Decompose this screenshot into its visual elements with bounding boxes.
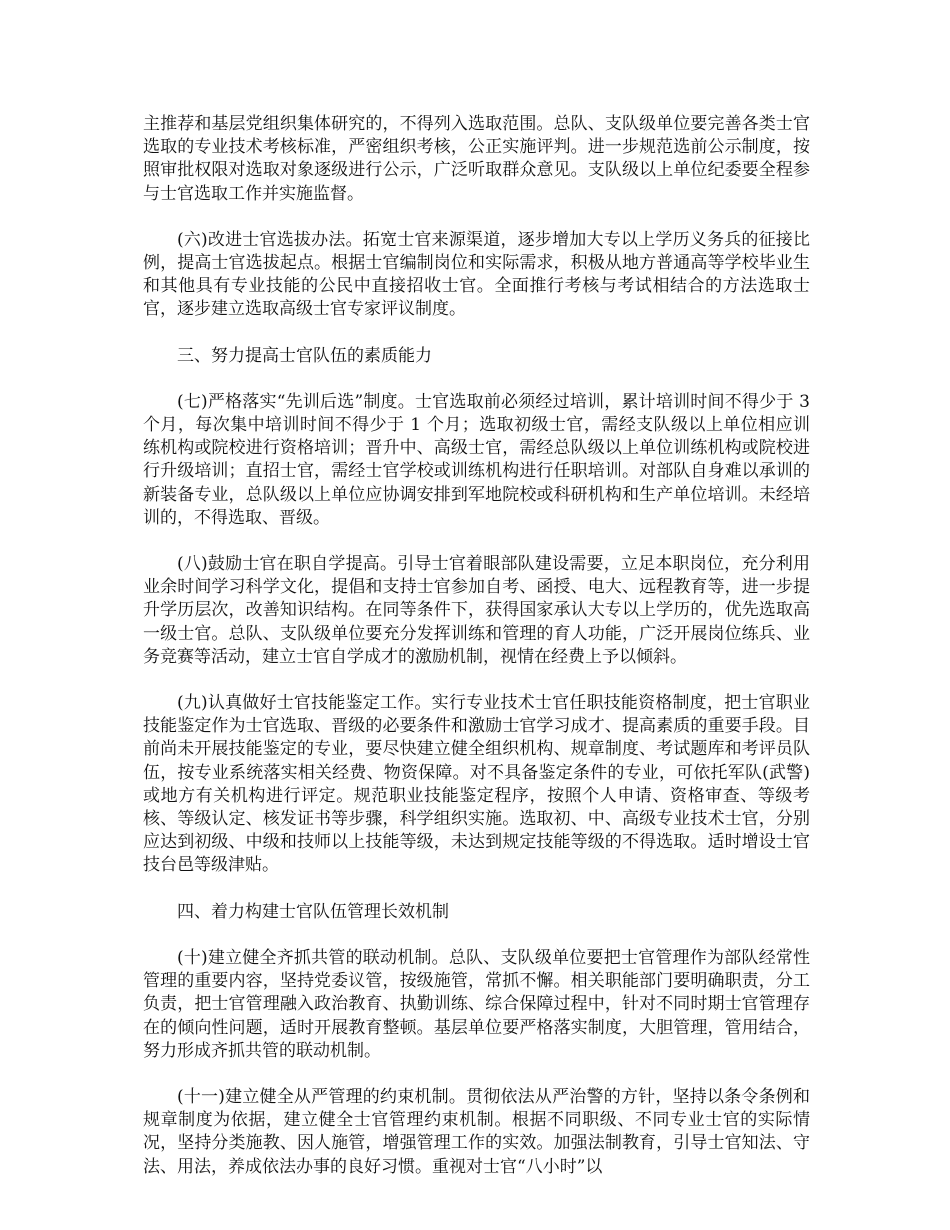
section-heading-3: 三、努力提高士官队伍的素质能力	[177, 345, 432, 366]
paragraph-item-7: (七)严格落实“先训后选”制度。士官选取前必须经过培训，累计培训时间不得少于 3 个月，每次集中培训时间不得少于 1 个月；选取初级士官，需经支队级以上单位相应训练机构或院校进行资格培训；晋升中、高级士官，需经总队级以上单位训练机构或院校进行升级培训；直招士官，需经士官学校或训练机构进行任职培训。对部队自身难以承训的新装备专业，总队级以上单位应协调安排到军地院校或科研机构和生产单位培训。未经培训的，不得选取、晋级。	[143, 391, 810, 528]
section-heading-4: 四、着力构建士官队伍管理长效机制	[177, 901, 449, 922]
document-page	[143, 113, 810, 1202]
paragraph-item-10: (十)建立健全齐抓共管的联动机制。总队、支队级单位要把士官管理作为部队经常性管理的重要内容，坚持党委议管，按级施管，常抓不懈。相关职能部门要明确职责，分工负责，把士官管理融入政治教育、执勤训练、综合保障过程中，针对不同时期士官管理存在的倾向性问题，适时开展教育整顿。基层单位要严格落实制度，大胆管理，管用结合，努力形成齐抓共管的联动机制。	[143, 947, 810, 1061]
paragraph-intro: 主推荐和基层党组织集体研究的，不得列入选取范围。总队、支队级单位要完善各类士官选取的专业技术考核标准，严密组织考核，公正实施评判。进一步规范选前公示制度，按照审批权限对选取对象逐级进行公示，广泛听取群众意见。支队级以上单位纪委要全程参与士官选取工作并实施监督。	[143, 114, 810, 204]
paragraph-item-6: (六)改进士官选拔办法。拓宽士官来源渠道，逐步增加大专以上学历义务兵的征接比例，提高士官选拔起点。根据士官编制岗位和实际需求，积极从地方普通高等学校毕业生和其他具有专业技能的公民中直接招收士官。全面推行考核与考试相结合的方法选取士官，逐步建立选取高级士官专家评议制度。	[143, 229, 810, 320]
paragraph-item-9: (九)认真做好士官技能鉴定工作。实行专业技术士官任职技能资格制度，把士官职业技能鉴定作为士官选取、晋级的必要条件和激励士官学习成才、提高素质的重要手段。目前尚未开展技能鉴定的专业，要尽快建立健全组织机构、规章制度、考试题库和考评员队伍，按专业系统落实相关经费、物资保障。对不具备鉴定条件的专业，可依托军队(武警)或地方有关机构进行评定。规范职业技能鉴定程序，按照个人申请、资格审查、等级考核、等级认定、核发证书等步骤，科学组织实施。选取初、中、高级专业技术士官，分别应达到初级、中级和技师以上技能等级，未达到规定技能等级的不得选取。适时增设士官技台邑等级津贴。	[143, 693, 810, 876]
paragraph-item-8: (八)鼓励士官在职自学提高。引导士官着眼部队建设需要，立足本职岗位，充分利用业余时间学习科学文化，提倡和支持士官参加自考、函授、电大、远程教育等，进一步提升学历层次，改善知识结构。在同等条件下，获得国家承认大专以上学历的，优先选取高一级士官。总队、支队级单位要充分发挥训练和管理的育人功能，广泛开展岗位练兵、业务竞赛等活动，建立士官自学成才的激励机制，视情在经费上予以倾斜。	[143, 554, 810, 667]
paragraph-item-11: (十一)建立健全从严管理的约束机制。贯彻依法从严治警的方针，坚持以条令条例和规章制度为依据，建立健全士官管理约束机制。根据不同职级、不同专业士官的实际情况，坚持分类施教、因人施管，增强管理工作的实效。加强法制教育，引导士官知法、守法、用法，养成依法办事的良好习惯。重视对士官“八小时”以	[143, 1086, 810, 1177]
